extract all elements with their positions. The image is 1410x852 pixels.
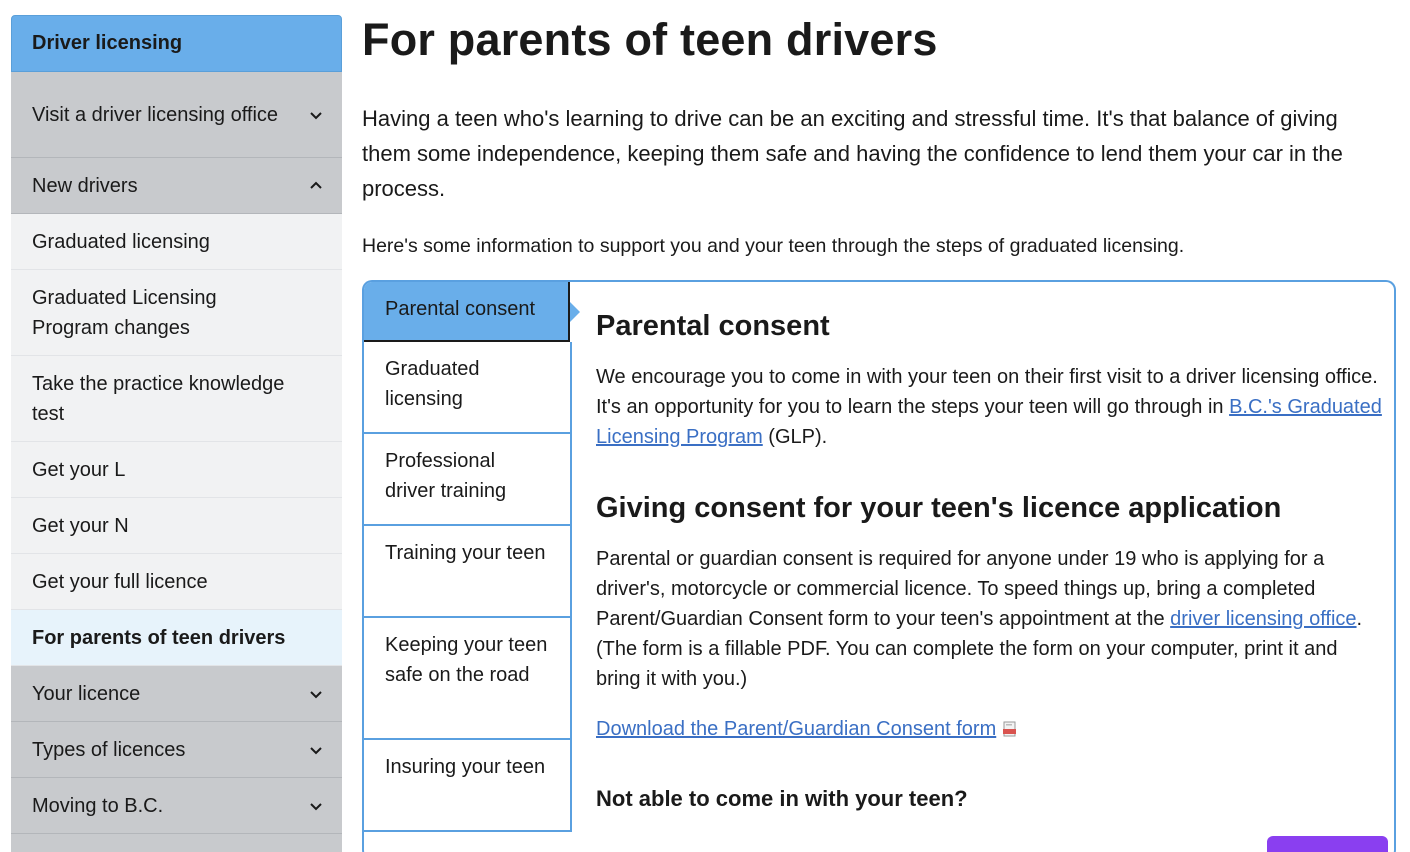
sidebar-item-label: Get your L — [32, 458, 126, 481]
sidebar-item-glp-changes[interactable] — [11, 270, 342, 356]
text-span: . (The form is a fillable PDF. You can complete the form on your computer, print it and bring it with you.) — [596, 608, 1363, 690]
sidebar-item-label: For parents of teen drivers — [32, 626, 286, 649]
sidebar-item-label: Get your N — [32, 514, 129, 537]
sidebar-item-get-l[interactable] — [11, 442, 342, 498]
chat-button[interactable] — [1267, 836, 1388, 852]
download-consent-form-link[interactable]: Download the Parent/Guardian Consent form — [596, 718, 997, 740]
sidebar-item-label: Types of licences — [32, 738, 186, 761]
content-paragraph-2 — [596, 544, 1386, 694]
chevron-down-icon — [308, 686, 324, 702]
text-span: (GLP). — [762, 426, 828, 448]
driver-licensing-office-link[interactable]: driver licensing office — [1170, 608, 1357, 630]
tab-insuring-your-teen[interactable]: Insuring your teen — [364, 740, 572, 832]
pdf-icon — [1002, 721, 1018, 737]
tab-list — [364, 282, 572, 832]
sidebar-item-more[interactable] — [11, 834, 342, 852]
sidebar-item-practice-test[interactable] — [11, 356, 342, 442]
intro-paragraph: Having a teen who's learning to drive can be an exciting and stressful time. It's that balance of giving them some independence, keeping them safe and having the confidence to lend them your car in the process. — [362, 106, 1343, 201]
sidebar-item-label: Your licence — [32, 682, 141, 705]
sidebar-item-label: Visit a driver licensing office — [32, 103, 279, 126]
tab-keeping-teen-safe[interactable]: Keeping your teen safe on the road — [364, 618, 572, 740]
sidebar-item-parents-teen-drivers[interactable] — [11, 610, 342, 666]
sidebar-item-label: Moving to B.C. — [32, 794, 164, 817]
sidebar-item-label: Get your full licence — [32, 570, 208, 593]
tab-graduated-licensing[interactable]: Graduated licensing — [364, 342, 572, 434]
sidebar-item-label: Take the practice knowledge test — [32, 372, 285, 425]
sub-paragraph: Here's some information to support you and your teen through the steps of graduated licensing. — [362, 235, 1185, 257]
sidebar-item-moving-to-bc[interactable] — [11, 778, 342, 834]
sidebar-item-graduated-licensing[interactable] — [11, 214, 342, 270]
glp-link[interactable]: B.C.'s Graduated Licensing Program — [596, 396, 1382, 448]
tab-content — [596, 306, 1386, 814]
content-heading: Parental consent — [596, 310, 830, 342]
tab-professional-driver-training[interactable]: Professional driver training — [364, 434, 572, 526]
chevron-down-icon — [308, 742, 324, 758]
sidebar-item-label: Graduated licensing — [32, 230, 210, 253]
content-heading-3: Not able to come in with your teen? — [596, 786, 968, 811]
sidebar-item-full-licence[interactable] — [11, 554, 342, 610]
sidebar-item-your-licence[interactable] — [11, 666, 342, 722]
sidebar-item-types-of-licences[interactable] — [11, 722, 342, 778]
sidebar-item-label: Graduated Licensing Program changes — [32, 286, 217, 339]
tab-panel — [362, 280, 1396, 852]
tab-training-your-teen[interactable]: Training your teen — [364, 526, 572, 618]
text-span: We encourage you to come in with your teen on their first visit to a driver licensing office. It's an opportunity for you to learn the steps your teen will go through in — [596, 366, 1378, 418]
sidebar-item-new-drivers[interactable] — [11, 158, 342, 214]
chevron-down-icon — [308, 798, 324, 814]
tab-parental-consent[interactable]: Parental consent — [362, 280, 570, 342]
chevron-down-icon — [308, 107, 324, 123]
sidebar-header[interactable]: Driver licensing — [11, 15, 342, 72]
sidebar-item-get-n[interactable] — [11, 498, 342, 554]
content-paragraph-1 — [596, 362, 1386, 452]
text-span: Parental or guardian consent is required for anyone under 19 who is applying for a driver's, motorcycle or commercial licence. To speed things up, bring a completed Parent/Guardian Consent form to your teen's appointment at the — [596, 548, 1325, 630]
download-row — [596, 714, 1386, 744]
sidebar-nav — [11, 15, 342, 852]
sidebar-item-visit-office[interactable] — [11, 72, 342, 158]
page-title: For parents of teen drivers — [362, 14, 938, 65]
sidebar-item-label: New drivers — [32, 174, 138, 197]
content-heading-2: Giving consent for your teen's licence application — [596, 492, 1282, 524]
chevron-up-icon — [308, 178, 324, 194]
